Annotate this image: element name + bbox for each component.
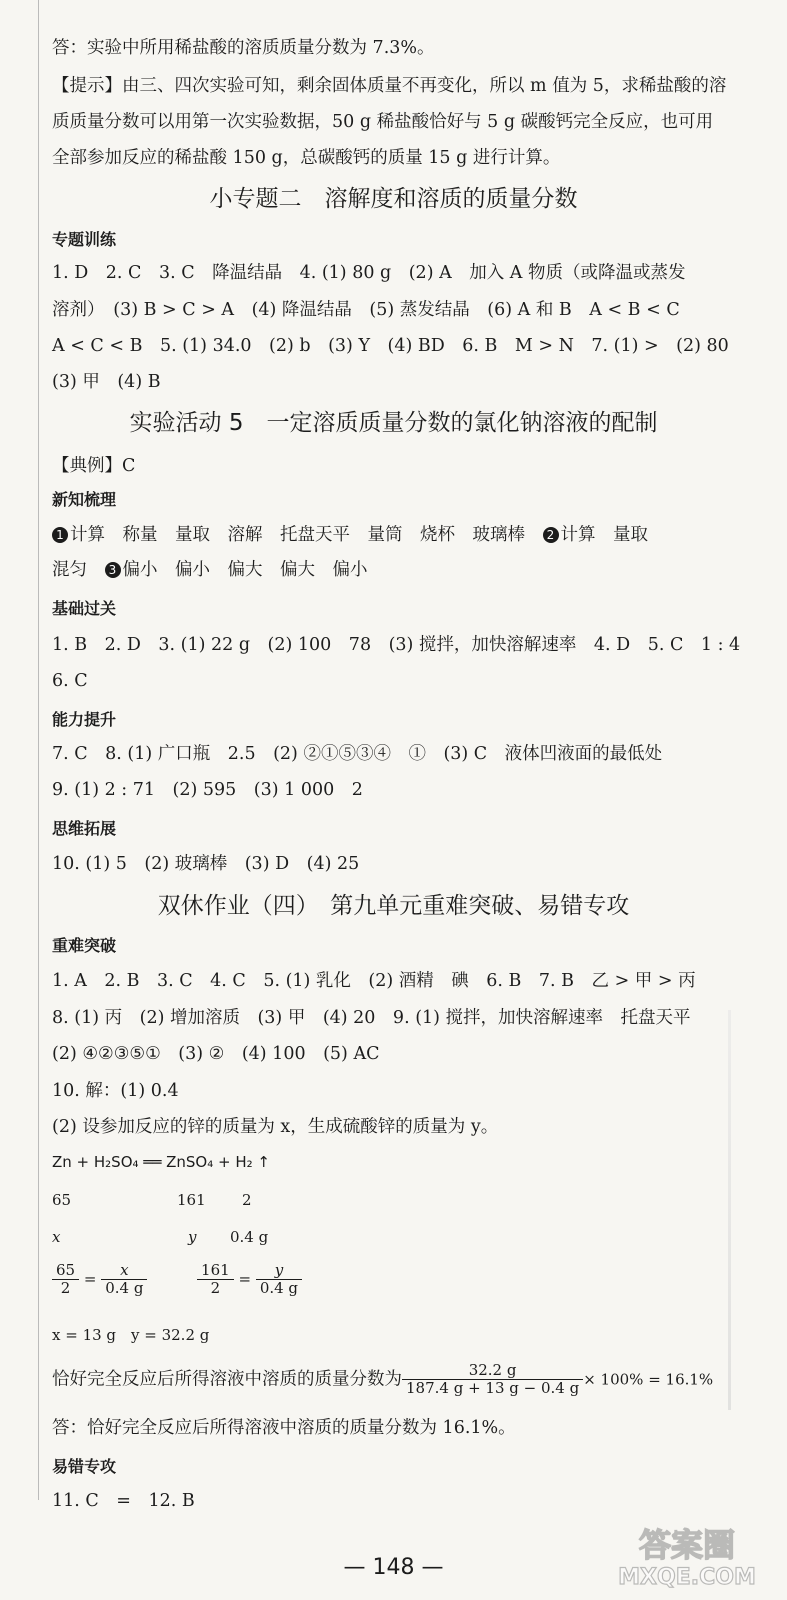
result-line: x = 13 g y = 32.2 g (52, 1326, 210, 1344)
value-h2: 0.4 g (230, 1228, 269, 1246)
fraction-65-2: $\frac{65}{2}$ (52, 1262, 79, 1298)
percentage-text: 恰好完全反应后所得溶液中溶质的质量分数为 (52, 1369, 402, 1390)
var-x: x (52, 1228, 61, 1246)
subheading-special-training: 专题训练 (52, 230, 117, 249)
answer-row: 9. (1) 2 : 71 (2) 595 (3) 1 000 2 (52, 780, 363, 800)
knowledge-row (52, 562, 727, 580)
percentage-line (52, 1362, 727, 1398)
answer-row: 1. A 2. B 3. C 4. C 5. (1) 乳化 (2) 酒精 碘 6. B 7. B 乙 > 甲 > 丙 (52, 971, 696, 991)
hint-line-1: 【提示】由三、四次实验可知，剩余固体质量不再变化，所以 m 值为 5，求稀盐酸的溶 (52, 76, 727, 96)
mass-zn: 65 (52, 1191, 72, 1209)
marker-3-icon: 3 (105, 562, 121, 578)
knowledge-row (52, 527, 727, 545)
answer-row: A < C < B 5. (1) 34.0 (2) b (3) Y (4) BD 6. B M > N 7. (1) > (2) 80 (52, 336, 729, 356)
fraction-y-04: $\frac{y}{0.4 g}$ (256, 1262, 302, 1298)
mass-znso4: 161 (177, 1191, 206, 1209)
section-heading-3: 双休作业（四） 第九单元重难突破、易错专攻 (157, 893, 630, 919)
marker-1-icon: 1 (52, 527, 68, 543)
solution-line: 10. 解：(1) 0.4 (52, 1081, 179, 1101)
percentage-result: × 100% = 16.1% (583, 1370, 714, 1389)
subheading-error-prone: 易错专攻 (52, 1457, 117, 1476)
knowledge-text-d: 偏小 偏小 偏大 偏大 偏小 (122, 560, 368, 580)
final-answer: 答：恰好完全反应后所得溶液中溶质的质量分数为 16.1%。 (52, 1418, 516, 1438)
answer-row: 8. (1) 丙 (2) 增加溶质 (3) 甲 (4) 20 9. (1) 搅拌，加快溶解速率 托盘天平 (52, 1008, 691, 1028)
margin-rule (38, 0, 39, 1500)
answer-row: 6. C (52, 671, 88, 691)
percentage-fraction: $\frac{32.2 g}{187.4 g + 13 g - 0.4 g}$ (402, 1362, 583, 1398)
mass-h2: 2 (242, 1191, 252, 1209)
answer-row: 11. C = 12. B (52, 1491, 195, 1511)
knowledge-text-a: 计算 称量 量取 溶解 托盘天平 量筒 烧杯 玻璃棒 (70, 525, 525, 545)
chemical-equation: Zn + H₂SO₄ ══ ZnSO₄ + H₂ ↑ (52, 1153, 270, 1171)
solution-line: (2) 设参加反应的锌的质量为 x，生成硫酸锌的质量为 y。 (52, 1117, 499, 1137)
watermark-logo-icon (598, 1522, 776, 1592)
subheading-ability: 能力提升 (52, 710, 117, 729)
subheading-thinking: 思维拓展 (52, 819, 117, 838)
fraction-x-04: $\frac{x}{0.4 g}$ (101, 1262, 147, 1298)
svg-text:答案圈: 答案圈 (638, 1526, 736, 1564)
page-edge-shadow (728, 1010, 731, 1410)
hint-line-3: 全部参加反应的稀盐酸 150 g，总碳酸钙的质量 15 g 进行计算。 (52, 148, 561, 168)
proportion-row: $\frac{65}{2}$ = $\frac{x}{0.4 g}$ $\frac{161}{2}$ = $\frac{y}{0.4 g}$ (52, 1262, 727, 1298)
answer-row: 10. (1) 5 (2) 玻璃棒 (3) D (4) 25 (52, 854, 360, 874)
var-y: y (188, 1228, 197, 1246)
subheading-key-difficult: 重难突破 (52, 936, 117, 955)
fraction-161-2: $\frac{161}{2}$ (197, 1262, 234, 1298)
hint-line-2: 质质量分数可以用第一次实验数据，50 g 稀盐酸恰好与 5 g 碳酸钙完全反应，也可用 (52, 112, 714, 132)
answer-row: (3) 甲 (4) B (52, 372, 161, 392)
knowledge-text-b: 计算 量取 (560, 525, 648, 545)
answer-line: 答：实验中所用稀盐酸的溶质质量分数为 7.3%。 (52, 38, 435, 58)
marker-2-icon: 2 (543, 527, 559, 543)
answer-row: 1. B 2. D 3. (1) 22 g (2) 100 78 (3) 搅拌，加快溶解速率 4. D 5. C 1 : 4 (52, 635, 741, 655)
answer-row: (2) ④②③⑤① (3) ② (4) 100 (5) AC (52, 1044, 380, 1064)
example-answer: 【典例】C (52, 456, 136, 476)
subheading-basic: 基础过关 (52, 599, 117, 618)
section-heading-1: 小专题二 溶解度和溶质的质量分数 (209, 186, 578, 212)
section-heading-2: 实验活动 5 一定溶质质量分数的氯化钠溶液的配制 (129, 410, 658, 436)
answer-row: 1. D 2. C 3. C 降温结晶 4. (1) 80 g (2) A 加入 A 物质（或降温或蒸发 (52, 263, 686, 283)
answer-row: 溶剂） (3) B > C > A (4) 降温结晶 (5) 蒸发结晶 (6) A 和 B A < B < C (52, 300, 680, 320)
svg-text:MXQE.COM: MXQE.COM (618, 1565, 756, 1590)
knowledge-text-c: 混匀 (52, 560, 87, 580)
subheading-new-knowledge: 新知梳理 (52, 490, 117, 509)
answer-row: 7. C 8. (1) 广口瓶 2.5 (2) ②①⑤③④ ① (3) C 液体凹液面的最低处 (52, 744, 663, 764)
page-number: — 148 — (343, 1555, 444, 1580)
